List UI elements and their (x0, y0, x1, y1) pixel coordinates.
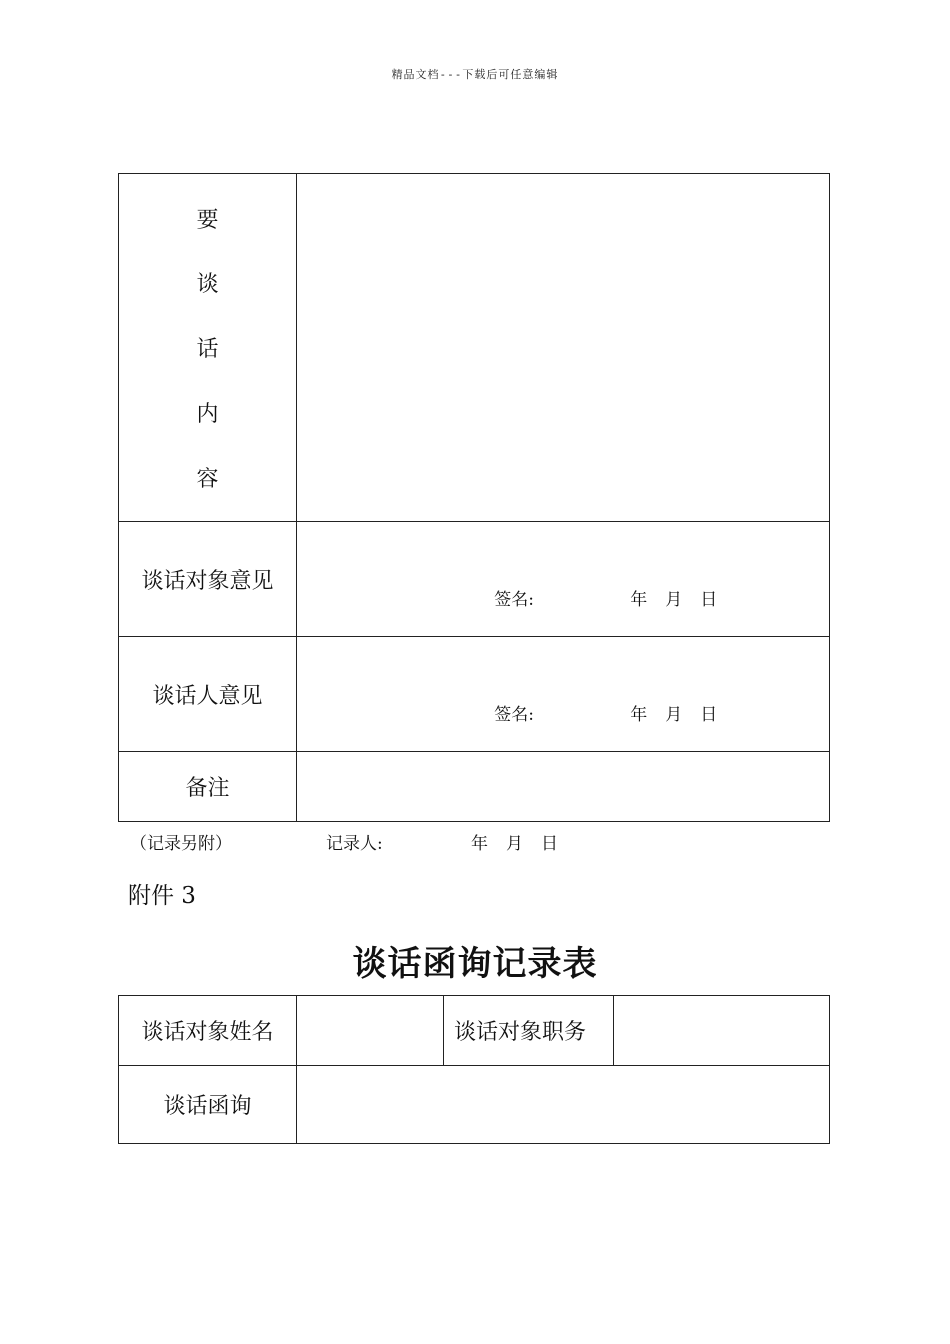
talk-content-char: 话 (196, 337, 219, 362)
record-month: 月 (506, 834, 523, 854)
attached-note: （记录另附） (130, 834, 232, 854)
date-month: 月 (665, 705, 683, 725)
talk-content-table (118, 173, 830, 822)
subject-opinion-label: 谈话对象意见 (119, 522, 297, 637)
sign-label: 签名: (494, 590, 534, 610)
talker-signature-line (451, 680, 717, 745)
header-note: 精品文档---下载后可任意编辑 (391, 68, 559, 81)
talk-content-char: 谈 (196, 272, 219, 298)
record-day: 日 (541, 834, 558, 854)
subject-opinion-row (119, 522, 830, 637)
talk-content-char: 内 (196, 401, 219, 427)
inquiry-field[interactable] (297, 1066, 830, 1144)
talk-content-char: 要 (196, 207, 219, 233)
record-year: 年 (471, 834, 488, 854)
remarks-label: 备注 (119, 752, 297, 822)
date-year: 年 (630, 590, 648, 610)
subject-name-field[interactable] (297, 996, 444, 1066)
subject-position-label: 谈话对象职务 (444, 996, 614, 1066)
form-title: 谈话函询记录表 (352, 944, 598, 984)
talk-content-field[interactable] (297, 174, 830, 522)
remarks-field[interactable] (297, 752, 830, 822)
inquiry-record-table (118, 995, 830, 1144)
talker-opinion-field[interactable] (297, 637, 830, 752)
talker-opinion-row (119, 637, 830, 752)
talk-content-char: 容 (196, 466, 219, 492)
talk-content-row (119, 174, 830, 522)
date-day: 日 (700, 590, 718, 610)
remarks-row (119, 752, 830, 822)
subject-position-field[interactable] (614, 996, 830, 1066)
date-month: 月 (665, 590, 683, 610)
talker-opinion-label: 谈话人意见 (119, 637, 297, 752)
recorder-label: 记录人: (326, 834, 383, 854)
talk-content-label (119, 203, 296, 493)
subject-name-label: 谈话对象姓名 (119, 996, 297, 1066)
attachment-label: 附件 3 (128, 883, 196, 909)
date-day: 日 (700, 705, 718, 725)
talk-content-label-cell (119, 174, 297, 522)
subject-info-row (119, 996, 830, 1066)
subject-opinion-field[interactable] (297, 522, 830, 637)
inquiry-label: 谈话函询 (119, 1066, 297, 1144)
sign-label: 签名: (494, 705, 534, 725)
subject-signature-line (451, 565, 717, 630)
record-line (130, 829, 558, 854)
inquiry-row (119, 1066, 830, 1144)
date-year: 年 (630, 705, 648, 725)
